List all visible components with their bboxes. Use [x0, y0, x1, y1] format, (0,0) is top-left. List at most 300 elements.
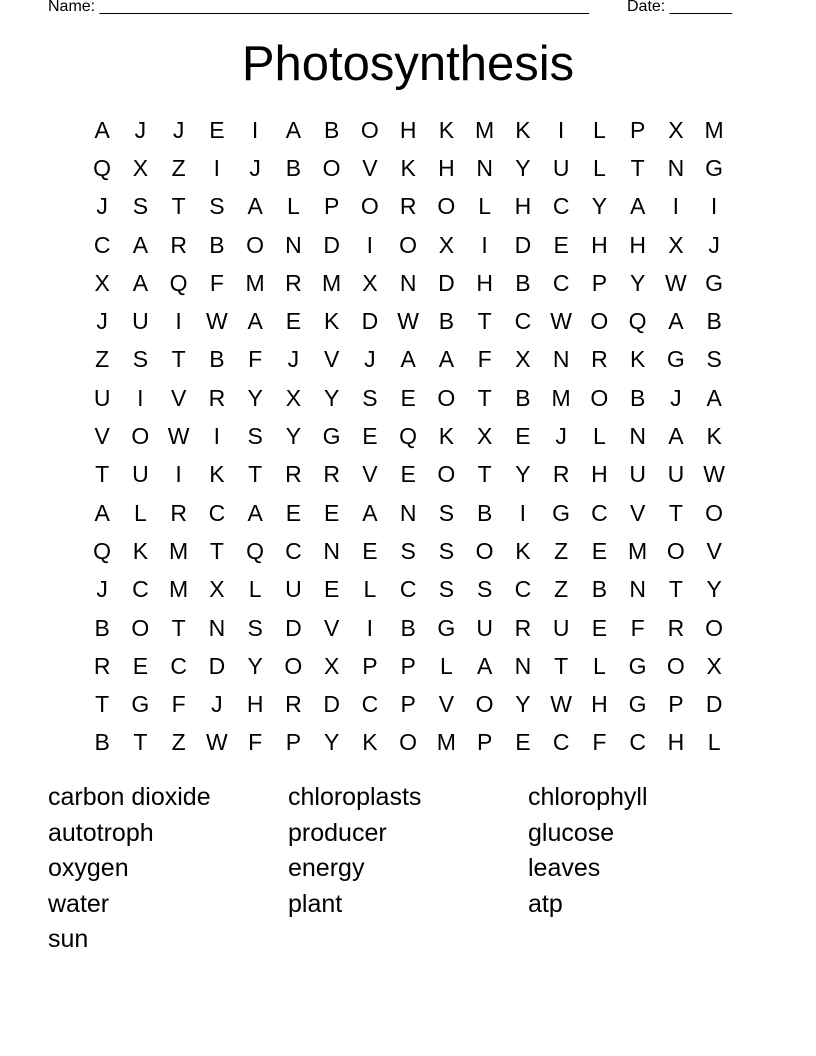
- grid-cell[interactable]: W: [665, 269, 687, 296]
- grid-cell[interactable]: Y: [247, 384, 263, 411]
- grid-cell[interactable]: N: [208, 614, 226, 641]
- word-list-item: oxygen: [48, 854, 129, 883]
- grid-cell[interactable]: X: [668, 231, 684, 258]
- grid-cell[interactable]: R: [552, 461, 570, 488]
- grid-cell[interactable]: T: [133, 729, 148, 756]
- grid-cell[interactable]: G: [131, 691, 150, 718]
- grid-cell[interactable]: M: [169, 537, 189, 564]
- grid-cell[interactable]: D: [514, 231, 532, 258]
- grid-cell[interactable]: Y: [591, 193, 608, 220]
- grid-cell[interactable]: O: [475, 537, 494, 564]
- grid-cell[interactable]: O: [590, 308, 609, 335]
- grid-cell[interactable]: U: [93, 384, 111, 411]
- grid-cell[interactable]: O: [399, 231, 418, 258]
- grid-cell[interactable]: O: [437, 461, 456, 488]
- grid-cell[interactable]: G: [322, 423, 341, 450]
- grid-cell[interactable]: H: [667, 729, 685, 756]
- grid-cell[interactable]: P: [668, 691, 684, 718]
- grid-cell[interactable]: B: [515, 269, 531, 296]
- grid-cell[interactable]: N: [285, 231, 302, 258]
- grid-cell[interactable]: O: [284, 652, 303, 679]
- grid-cell[interactable]: B: [515, 384, 531, 411]
- grid-cell[interactable]: O: [590, 384, 609, 411]
- grid-cell[interactable]: C: [285, 537, 302, 564]
- grid-cell[interactable]: D: [323, 691, 340, 718]
- grid-cell[interactable]: S: [132, 346, 149, 373]
- grid-cell[interactable]: V: [170, 384, 187, 411]
- grid-cell[interactable]: F: [248, 346, 263, 373]
- grid-cell[interactable]: S: [438, 537, 455, 564]
- grid-cell[interactable]: L: [592, 423, 606, 450]
- grid-cell[interactable]: T: [95, 461, 110, 488]
- grid-cell[interactable]: S: [476, 576, 493, 603]
- grid-cell[interactable]: I: [481, 231, 488, 258]
- grid-cell[interactable]: E: [323, 576, 340, 603]
- grid-cell[interactable]: B: [476, 499, 493, 526]
- grid-cell[interactable]: X: [94, 269, 110, 296]
- grid-cell[interactable]: I: [213, 154, 221, 181]
- grid-cell[interactable]: S: [247, 423, 263, 450]
- grid-cell[interactable]: A: [247, 308, 263, 335]
- grid-cell[interactable]: N: [629, 576, 646, 603]
- grid-cell[interactable]: V: [323, 614, 340, 641]
- grid-cell[interactable]: I: [519, 499, 527, 526]
- grid-cell[interactable]: W: [397, 308, 419, 335]
- grid-cell[interactable]: T: [477, 461, 492, 488]
- grid-cell[interactable]: V: [362, 154, 378, 181]
- grid-cell[interactable]: O: [131, 614, 150, 641]
- grid-cell[interactable]: E: [515, 729, 531, 756]
- grid-cell[interactable]: K: [706, 423, 722, 450]
- grid-cell[interactable]: H: [246, 691, 264, 718]
- date-field[interactable]: Date: _______: [627, 0, 732, 15]
- grid-cell[interactable]: N: [629, 423, 646, 450]
- grid-cell[interactable]: Y: [285, 423, 302, 450]
- grid-cell[interactable]: V: [629, 499, 646, 526]
- grid-cell[interactable]: Y: [323, 729, 340, 756]
- grid-cell[interactable]: I: [251, 116, 259, 143]
- grid-cell[interactable]: W: [550, 691, 572, 718]
- grid-cell[interactable]: A: [668, 308, 684, 335]
- grid-cell[interactable]: R: [208, 384, 226, 411]
- grid-cell[interactable]: I: [137, 384, 144, 411]
- grid-cell[interactable]: S: [247, 614, 263, 641]
- grid-cell[interactable]: A: [629, 193, 646, 220]
- grid-cell[interactable]: E: [515, 423, 531, 450]
- grid-cell[interactable]: N: [552, 346, 570, 373]
- grid-cell[interactable]: C: [629, 729, 646, 756]
- grid-cell[interactable]: F: [592, 729, 607, 756]
- grid-cell[interactable]: V: [362, 461, 378, 488]
- grid-cell[interactable]: N: [476, 154, 493, 181]
- grid-cell[interactable]: T: [171, 346, 186, 373]
- grid-cell[interactable]: K: [132, 537, 149, 564]
- grid-cell[interactable]: F: [630, 614, 645, 641]
- grid-cell[interactable]: U: [629, 461, 646, 488]
- grid-cell[interactable]: C: [591, 499, 608, 526]
- grid-cell[interactable]: C: [552, 269, 570, 296]
- grid-cell[interactable]: A: [476, 652, 493, 679]
- grid-cell[interactable]: F: [248, 729, 263, 756]
- grid-cell[interactable]: R: [93, 652, 111, 679]
- grid-cell[interactable]: T: [477, 384, 492, 411]
- grid-cell[interactable]: K: [209, 461, 225, 488]
- grid-cell[interactable]: B: [591, 576, 608, 603]
- grid-cell[interactable]: A: [247, 499, 263, 526]
- grid-cell[interactable]: A: [132, 269, 149, 296]
- grid-cell[interactable]: Q: [628, 308, 647, 335]
- grid-cell[interactable]: E: [132, 652, 149, 679]
- grid-cell[interactable]: C: [399, 576, 417, 603]
- grid-cell[interactable]: P: [323, 193, 340, 220]
- grid-cell[interactable]: Q: [93, 537, 112, 564]
- grid-cell[interactable]: R: [285, 691, 302, 718]
- grid-cell[interactable]: Q: [399, 423, 418, 450]
- grid-cell[interactable]: A: [438, 346, 455, 373]
- grid-cell[interactable]: Y: [247, 652, 263, 679]
- grid-cell[interactable]: X: [515, 346, 531, 373]
- grid-cell[interactable]: K: [362, 729, 378, 756]
- grid-cell[interactable]: Y: [515, 691, 531, 718]
- grid-cell[interactable]: Z: [171, 729, 186, 756]
- grid-cell[interactable]: N: [399, 269, 417, 296]
- grid-cell[interactable]: B: [209, 231, 225, 258]
- grid-cell[interactable]: O: [705, 614, 724, 641]
- grid-cell[interactable]: J: [249, 154, 261, 181]
- grid-cell[interactable]: J: [708, 231, 720, 258]
- grid-cell[interactable]: U: [476, 614, 493, 641]
- grid-cell[interactable]: C: [514, 576, 532, 603]
- grid-cell[interactable]: C: [170, 652, 187, 679]
- grid-cell[interactable]: F: [209, 269, 224, 296]
- word-list-item: water: [48, 889, 110, 918]
- grid-cell[interactable]: E: [400, 384, 416, 411]
- grid-cell[interactable]: C: [93, 231, 111, 258]
- grid-cell[interactable]: U: [552, 154, 570, 181]
- grid-cell[interactable]: B: [323, 116, 340, 143]
- grid-cell[interactable]: W: [550, 308, 572, 335]
- grid-cell[interactable]: O: [437, 193, 456, 220]
- grid-cell[interactable]: S: [706, 346, 722, 373]
- grid-cell[interactable]: S: [362, 384, 378, 411]
- grid-cell[interactable]: D: [208, 652, 226, 679]
- grid-cell[interactable]: J: [96, 576, 108, 603]
- grid-cell[interactable]: A: [362, 499, 378, 526]
- grid-cell[interactable]: W: [703, 461, 725, 488]
- grid-cell[interactable]: Y: [323, 384, 340, 411]
- grid-cell[interactable]: Z: [171, 154, 186, 181]
- grid-cell[interactable]: R: [591, 346, 608, 373]
- grid-cell[interactable]: T: [171, 193, 186, 220]
- grid-cell[interactable]: N: [667, 154, 685, 181]
- grid-cell[interactable]: I: [175, 461, 182, 488]
- grid-cell[interactable]: O: [666, 652, 685, 679]
- grid-cell[interactable]: R: [323, 461, 340, 488]
- grid-cell[interactable]: L: [133, 499, 147, 526]
- grid-cell[interactable]: J: [96, 308, 108, 335]
- grid-cell[interactable]: L: [592, 652, 606, 679]
- grid-cell[interactable]: U: [667, 461, 685, 488]
- grid-cell[interactable]: H: [629, 231, 646, 258]
- grid-cell[interactable]: G: [628, 691, 647, 718]
- grid-cell[interactable]: K: [629, 346, 646, 373]
- grid-cell[interactable]: P: [400, 691, 416, 718]
- grid-cell[interactable]: J: [555, 423, 567, 450]
- grid-cell[interactable]: X: [438, 231, 455, 258]
- grid-cell[interactable]: E: [362, 423, 378, 450]
- grid-cell[interactable]: G: [437, 614, 456, 641]
- grid-cell[interactable]: Z: [554, 576, 569, 603]
- grid-cell[interactable]: G: [628, 652, 647, 679]
- grid-cell[interactable]: E: [400, 461, 416, 488]
- grid-cell[interactable]: A: [132, 231, 149, 258]
- grid-cell[interactable]: J: [670, 384, 682, 411]
- grid-cell[interactable]: N: [399, 499, 417, 526]
- grid-cell[interactable]: R: [667, 614, 685, 641]
- grid-cell[interactable]: M: [169, 576, 189, 603]
- grid-cell[interactable]: O: [475, 691, 494, 718]
- grid-cell[interactable]: O: [360, 193, 379, 220]
- grid-cell[interactable]: A: [247, 193, 263, 220]
- grid-cell[interactable]: U: [552, 614, 570, 641]
- grid-cell[interactable]: T: [668, 576, 683, 603]
- grid-cell[interactable]: C: [132, 576, 149, 603]
- grid-cell[interactable]: T: [209, 537, 224, 564]
- grid-cell[interactable]: D: [285, 614, 302, 641]
- grid-cell[interactable]: T: [630, 154, 645, 181]
- grid-cell[interactable]: K: [400, 154, 416, 181]
- grid-cell[interactable]: M: [245, 269, 265, 296]
- grid-cell[interactable]: O: [131, 423, 150, 450]
- grid-cell[interactable]: Q: [246, 537, 265, 564]
- grid-cell[interactable]: E: [591, 614, 608, 641]
- grid-cell[interactable]: G: [705, 269, 724, 296]
- grid-cell[interactable]: H: [399, 116, 417, 143]
- word-list-item: carbon dioxide: [48, 783, 211, 811]
- grid-cell[interactable]: O: [360, 116, 379, 143]
- grid-cell[interactable]: R: [285, 461, 302, 488]
- grid-cell[interactable]: K: [515, 537, 531, 564]
- grid-cell[interactable]: G: [552, 499, 571, 526]
- grid-cell[interactable]: K: [438, 423, 455, 450]
- grid-cell[interactable]: M: [704, 116, 724, 143]
- grid-cell[interactable]: B: [400, 614, 416, 641]
- grid-cell[interactable]: C: [552, 193, 570, 220]
- grid-cell[interactable]: C: [208, 499, 226, 526]
- grid-cell[interactable]: U: [285, 576, 302, 603]
- grid-cell[interactable]: S: [400, 537, 416, 564]
- grid-cell[interactable]: L: [439, 652, 453, 679]
- grid-cell[interactable]: P: [476, 729, 493, 756]
- grid-cell[interactable]: A: [668, 423, 684, 450]
- grid-cell[interactable]: H: [591, 231, 608, 258]
- grid-cell[interactable]: H: [514, 193, 532, 220]
- grid-cell[interactable]: Q: [169, 269, 188, 296]
- grid-cell[interactable]: F: [171, 691, 186, 718]
- grid-cell[interactable]: I: [557, 116, 565, 143]
- grid-cell[interactable]: J: [134, 116, 147, 143]
- grid-cell[interactable]: U: [132, 461, 149, 488]
- grid-cell[interactable]: H: [591, 691, 608, 718]
- grid-cell[interactable]: E: [553, 231, 569, 258]
- grid-cell[interactable]: I: [366, 231, 374, 258]
- grid-cell[interactable]: R: [399, 193, 417, 220]
- grid-cell[interactable]: L: [286, 193, 300, 220]
- grid-cell[interactable]: X: [209, 576, 225, 603]
- grid-cell[interactable]: Z: [554, 537, 569, 564]
- grid-cell[interactable]: K: [438, 116, 455, 143]
- grid-cell[interactable]: G: [705, 154, 724, 181]
- grid-cell[interactable]: M: [628, 537, 648, 564]
- grid-cell[interactable]: D: [705, 691, 723, 718]
- grid-cell[interactable]: X: [285, 384, 302, 411]
- grid-cell[interactable]: M: [322, 269, 342, 296]
- grid-cell[interactable]: S: [438, 576, 455, 603]
- grid-cell[interactable]: I: [710, 193, 718, 220]
- grid-cell[interactable]: B: [438, 308, 455, 335]
- grid-cell[interactable]: I: [213, 423, 221, 450]
- grid-cell[interactable]: W: [206, 729, 228, 756]
- grid-cell[interactable]: O: [705, 499, 724, 526]
- grid-cell[interactable]: Y: [706, 576, 722, 603]
- grid-cell[interactable]: C: [552, 729, 570, 756]
- grid-cell[interactable]: J: [172, 116, 185, 143]
- grid-cell[interactable]: Z: [95, 346, 110, 373]
- grid-cell[interactable]: L: [592, 154, 606, 181]
- grid-cell[interactable]: P: [362, 652, 378, 679]
- grid-cell[interactable]: X: [132, 154, 149, 181]
- grid-cell[interactable]: P: [591, 269, 608, 296]
- grid-cell[interactable]: B: [629, 384, 646, 411]
- grid-cell[interactable]: V: [94, 423, 110, 450]
- grid-cell[interactable]: R: [170, 231, 187, 258]
- word-list-item: chlorophyll: [528, 783, 648, 811]
- grid-cell[interactable]: B: [706, 308, 722, 335]
- grid-cell[interactable]: J: [211, 691, 223, 718]
- grid-cell[interactable]: S: [209, 193, 225, 220]
- grid-cell[interactable]: D: [438, 269, 455, 296]
- grid-cell[interactable]: O: [322, 154, 341, 181]
- grid-cell[interactable]: M: [436, 729, 456, 756]
- grid-cell[interactable]: S: [132, 193, 149, 220]
- grid-cell[interactable]: A: [400, 346, 416, 373]
- word-list-item: chloroplasts: [288, 783, 422, 811]
- grid-cell[interactable]: L: [478, 193, 492, 220]
- grid-cell[interactable]: V: [706, 537, 722, 564]
- grid-cell[interactable]: C: [361, 691, 379, 718]
- grid-cell[interactable]: L: [248, 576, 262, 603]
- grid-cell[interactable]: D: [323, 231, 340, 258]
- grid-cell[interactable]: O: [666, 537, 685, 564]
- grid-cell[interactable]: X: [706, 652, 722, 679]
- word-list-item: energy: [288, 854, 365, 883]
- grid-cell[interactable]: B: [94, 729, 110, 756]
- word-list-item: autotroph: [48, 818, 154, 847]
- grid-cell[interactable]: A: [94, 499, 110, 526]
- grid-cell[interactable]: N: [514, 652, 532, 679]
- grid-cell[interactable]: O: [246, 231, 265, 258]
- grid-cell[interactable]: A: [285, 116, 302, 143]
- grid-cell[interactable]: X: [476, 423, 493, 450]
- grid-cell[interactable]: H: [476, 269, 493, 296]
- grid-cell[interactable]: A: [706, 384, 722, 411]
- grid-cell[interactable]: B: [285, 154, 302, 181]
- grid-cell[interactable]: S: [438, 499, 455, 526]
- grid-cell[interactable]: P: [285, 729, 302, 756]
- grid-cell[interactable]: Y: [629, 269, 646, 296]
- grid-cell[interactable]: X: [668, 116, 684, 143]
- grid-cell[interactable]: J: [96, 193, 108, 220]
- grid-cell[interactable]: F: [477, 346, 492, 373]
- grid-cell[interactable]: P: [629, 116, 646, 143]
- grid-cell[interactable]: W: [206, 308, 228, 335]
- grid-cell[interactable]: T: [668, 499, 683, 526]
- grid-cell[interactable]: E: [591, 537, 608, 564]
- grid-cell[interactable]: E: [362, 537, 378, 564]
- grid-cell[interactable]: D: [361, 308, 379, 335]
- grid-cell[interactable]: J: [364, 346, 376, 373]
- grid-cell[interactable]: N: [323, 537, 340, 564]
- grid-cell[interactable]: Y: [515, 461, 531, 488]
- grid-cell[interactable]: Y: [515, 154, 531, 181]
- grid-cell[interactable]: C: [514, 308, 532, 335]
- grid-cell[interactable]: B: [94, 614, 110, 641]
- grid-cell[interactable]: H: [438, 154, 455, 181]
- grid-cell[interactable]: O: [437, 384, 456, 411]
- word-list-item: leaves: [528, 854, 601, 883]
- grid-cell[interactable]: E: [323, 499, 340, 526]
- grid-cell[interactable]: R: [514, 614, 532, 641]
- grid-cell[interactable]: R: [170, 499, 187, 526]
- grid-cell[interactable]: W: [167, 423, 190, 450]
- grid-cell[interactable]: G: [666, 346, 685, 373]
- grid-cell[interactable]: H: [591, 461, 608, 488]
- grid-cell[interactable]: T: [95, 691, 110, 718]
- grid-cell[interactable]: X: [362, 269, 378, 296]
- grid-cell[interactable]: T: [554, 652, 569, 679]
- grid-cell[interactable]: I: [366, 614, 374, 641]
- grid-cell[interactable]: R: [285, 269, 302, 296]
- grid-cell[interactable]: T: [477, 308, 492, 335]
- grid-cell[interactable]: L: [592, 116, 606, 143]
- grid-cell[interactable]: P: [400, 652, 416, 679]
- name-field[interactable]: Name: _______________________________________________________: [48, 0, 589, 15]
- grid-cell[interactable]: K: [323, 308, 340, 335]
- grid-cell[interactable]: B: [209, 346, 225, 373]
- grid-cell[interactable]: A: [94, 116, 110, 143]
- grid-cell[interactable]: M: [475, 116, 495, 143]
- grid-cell[interactable]: J: [287, 346, 300, 373]
- grid-cell[interactable]: M: [551, 384, 571, 411]
- grid-cell[interactable]: V: [438, 691, 455, 718]
- grid-cell[interactable]: E: [285, 308, 302, 335]
- grid-cell[interactable]: E: [285, 499, 302, 526]
- grid-cell[interactable]: X: [323, 652, 340, 679]
- grid-cell[interactable]: T: [171, 614, 186, 641]
- grid-cell[interactable]: I: [672, 193, 680, 220]
- grid-cell[interactable]: L: [707, 729, 721, 756]
- grid-cell[interactable]: Q: [93, 154, 112, 181]
- grid-cell[interactable]: K: [515, 116, 531, 143]
- grid-cell[interactable]: O: [399, 729, 418, 756]
- grid-cell[interactable]: L: [363, 576, 377, 603]
- grid-cell[interactable]: U: [132, 308, 149, 335]
- grid-cell[interactable]: I: [175, 308, 182, 335]
- grid-cell[interactable]: E: [209, 116, 225, 143]
- grid-cell[interactable]: V: [323, 346, 340, 373]
- grid-cell[interactable]: T: [248, 461, 263, 488]
- word-list-item: atp: [528, 889, 563, 918]
